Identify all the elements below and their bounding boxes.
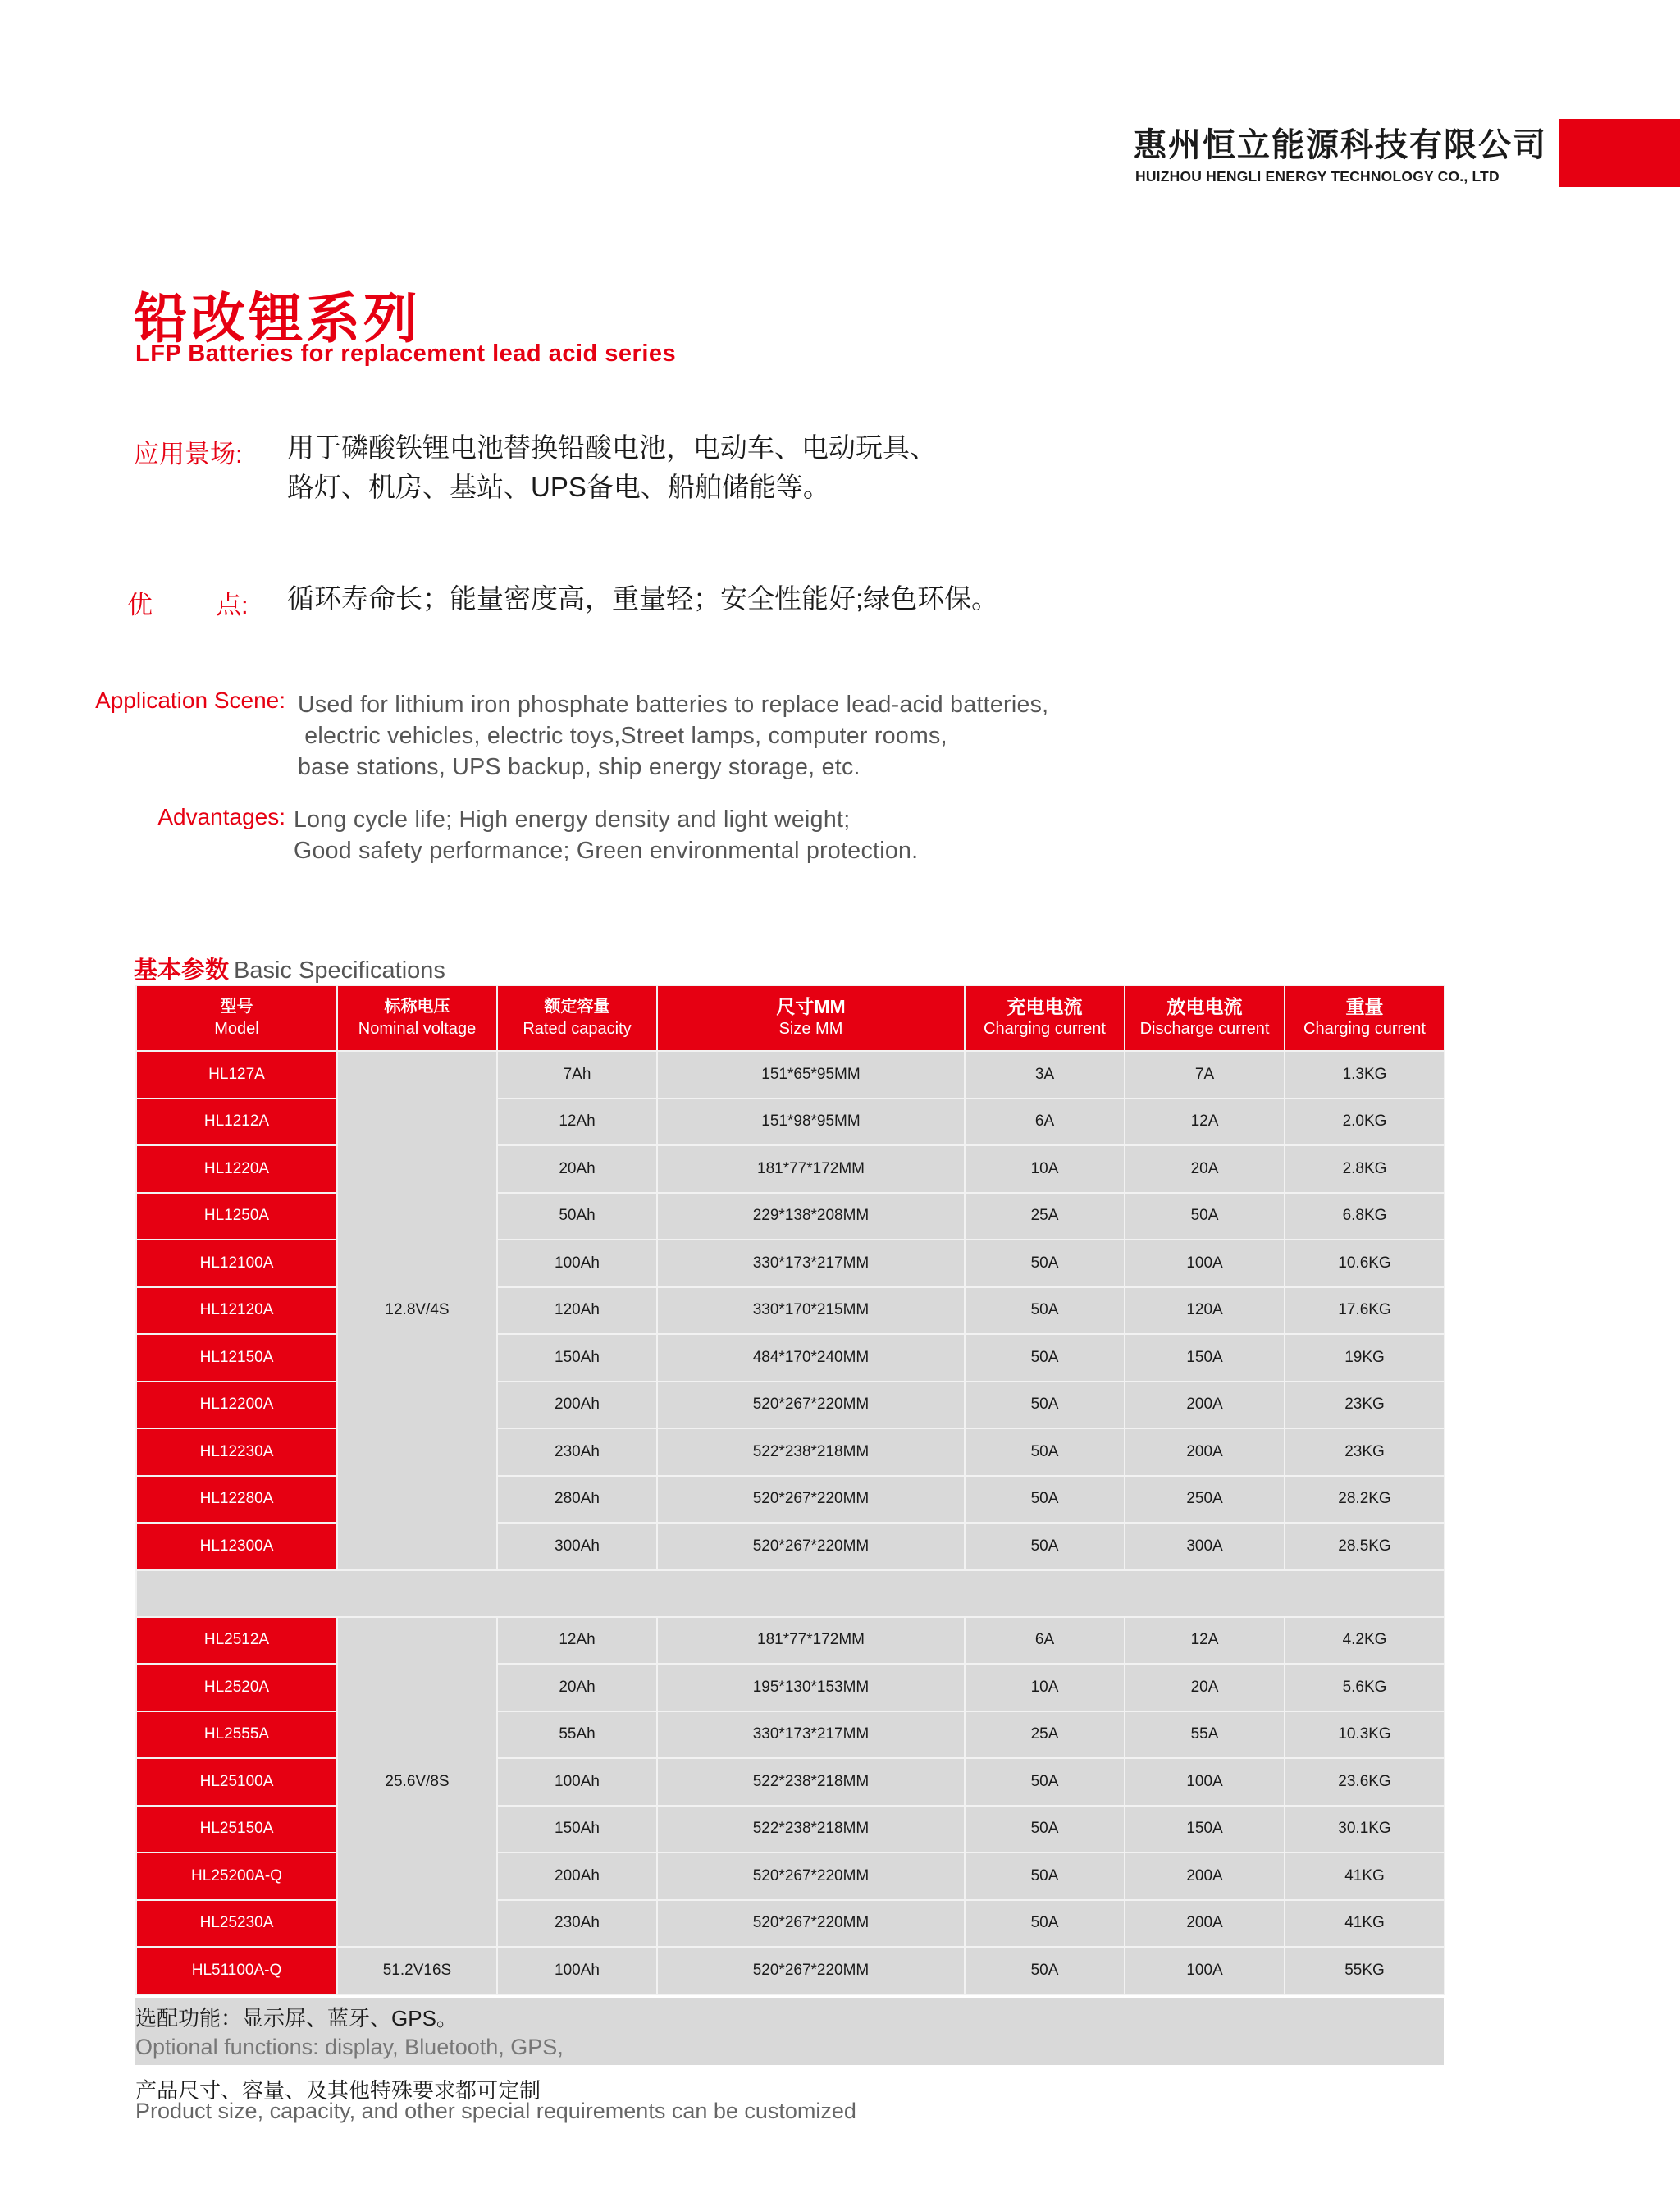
size-cell: 520*267*220MM bbox=[657, 1523, 965, 1570]
header-voltage-en: Nominal voltage bbox=[358, 1020, 477, 1038]
table-row bbox=[136, 1853, 1445, 1900]
header-model-cn: 型号 bbox=[220, 998, 253, 1016]
weight-cell: 4.2KG bbox=[1285, 1617, 1445, 1665]
model-cell: HL2512A bbox=[136, 1617, 337, 1665]
advantages-text-en bbox=[294, 804, 918, 866]
discharge-cell: 200A bbox=[1125, 1428, 1285, 1476]
size-cell: 195*130*153MM bbox=[657, 1664, 965, 1711]
size-cell: 520*267*220MM bbox=[657, 1476, 965, 1524]
group-spacer-row bbox=[136, 1570, 1445, 1617]
weight-cell: 23.6KG bbox=[1285, 1758, 1445, 1806]
advantages-label-cn-1: 优 bbox=[127, 591, 153, 619]
size-cell: 229*138*208MM bbox=[657, 1193, 965, 1240]
model-cell: HL12200A bbox=[136, 1382, 337, 1429]
model-cell: HL12100A bbox=[136, 1240, 337, 1287]
discharge-cell: 55A bbox=[1125, 1711, 1285, 1759]
charge-cell: 6A bbox=[965, 1099, 1125, 1146]
weight-cell: 41KG bbox=[1285, 1853, 1445, 1900]
capacity-cell: 55Ah bbox=[497, 1711, 657, 1759]
discharge-cell: 150A bbox=[1125, 1806, 1285, 1853]
page-title-en: LFP Batteries for replacement lead acid series bbox=[135, 340, 677, 367]
discharge-cell: 50A bbox=[1125, 1193, 1285, 1240]
weight-cell: 10.3KG bbox=[1285, 1711, 1445, 1759]
weight-cell: 28.2KG bbox=[1285, 1476, 1445, 1524]
model-cell: HL12230A bbox=[136, 1428, 337, 1476]
application-text-en bbox=[298, 689, 1048, 783]
table-row bbox=[136, 1099, 1445, 1146]
model-cell: HL12120A bbox=[136, 1287, 337, 1335]
discharge-cell: 300A bbox=[1125, 1523, 1285, 1570]
discharge-cell: 12A bbox=[1125, 1099, 1285, 1146]
charge-cell: 50A bbox=[965, 1853, 1125, 1900]
size-cell: 520*267*220MM bbox=[657, 1900, 965, 1948]
weight-cell: 17.6KG bbox=[1285, 1287, 1445, 1335]
application-line-3-en: base stations, UPS backup, ship energy storage, etc. bbox=[298, 754, 861, 780]
table-header-row bbox=[136, 985, 1445, 1051]
weight-cell: 41KG bbox=[1285, 1900, 1445, 1948]
weight-cell: 28.5KG bbox=[1285, 1523, 1445, 1570]
table-row bbox=[136, 1900, 1445, 1948]
size-cell: 522*238*218MM bbox=[657, 1806, 965, 1853]
header-charge-en: Charging current bbox=[984, 1020, 1106, 1038]
discharge-cell: 20A bbox=[1125, 1664, 1285, 1711]
size-cell: 520*267*220MM bbox=[657, 1382, 965, 1429]
charge-cell: 50A bbox=[965, 1806, 1125, 1853]
header-weight-cn: 重量 bbox=[1345, 996, 1384, 1017]
spec-heading-en: Basic Specifications bbox=[234, 957, 445, 984]
capacity-cell: 200Ah bbox=[497, 1382, 657, 1429]
size-cell: 484*170*240MM bbox=[657, 1334, 965, 1382]
customization-note-en: Product size, capacity, and other special requirements can be customized bbox=[135, 2099, 856, 2123]
charge-cell: 50A bbox=[965, 1900, 1125, 1948]
header-capacity-en: Rated capacity bbox=[523, 1020, 632, 1038]
table-row bbox=[136, 1947, 1445, 1994]
optional-functions-en: Optional functions: display, Bluetooth, GPS, bbox=[135, 2035, 564, 2059]
charge-cell: 50A bbox=[965, 1382, 1125, 1429]
charge-cell: 50A bbox=[965, 1240, 1125, 1287]
discharge-cell: 100A bbox=[1125, 1947, 1285, 1994]
capacity-cell: 150Ah bbox=[497, 1334, 657, 1382]
advantages-label-en: Advantages: bbox=[158, 804, 285, 829]
page-title-cn: 铅改锂系列 bbox=[134, 288, 421, 349]
optional-functions-cn: 选配功能：显示屏、蓝牙、GPS。 bbox=[135, 2006, 458, 2031]
discharge-cell: 150A bbox=[1125, 1334, 1285, 1382]
table-row bbox=[136, 1334, 1445, 1382]
table-row bbox=[136, 1051, 1445, 1099]
model-cell: HL2520A bbox=[136, 1664, 337, 1711]
header-discharge-en: Discharge current bbox=[1139, 1020, 1270, 1038]
model-cell: HL12150A bbox=[136, 1334, 337, 1382]
customization-note-cn: 产品尺寸、容量、及其他特殊要求都可定制 bbox=[135, 2078, 541, 2103]
spec-table bbox=[135, 985, 1445, 1995]
capacity-cell: 50Ah bbox=[497, 1193, 657, 1240]
table-row bbox=[136, 1806, 1445, 1853]
capacity-cell: 7Ah bbox=[497, 1051, 657, 1099]
model-cell: HL1212A bbox=[136, 1099, 337, 1146]
model-cell: HL12280A bbox=[136, 1476, 337, 1524]
table-row bbox=[136, 1193, 1445, 1240]
weight-cell: 23KG bbox=[1285, 1428, 1445, 1476]
voltage-cell: 51.2V16S bbox=[337, 1947, 497, 1994]
model-cell: HL12300A bbox=[136, 1523, 337, 1570]
header-size-en: Size MM bbox=[778, 1020, 843, 1038]
application-line-1-en: Used for lithium iron phosphate batteries to replace lead-acid batteries, bbox=[298, 692, 1049, 718]
size-cell: 330*173*217MM bbox=[657, 1711, 965, 1759]
table-row bbox=[136, 1664, 1445, 1711]
spacer-cell bbox=[136, 1570, 1445, 1617]
capacity-cell: 100Ah bbox=[497, 1947, 657, 1994]
spec-table-body bbox=[136, 1051, 1445, 1994]
capacity-cell: 150Ah bbox=[497, 1806, 657, 1853]
header-capacity bbox=[497, 985, 657, 1051]
header-model-en: Model bbox=[214, 1020, 259, 1038]
discharge-cell: 20A bbox=[1125, 1145, 1285, 1193]
capacity-cell: 12Ah bbox=[497, 1099, 657, 1146]
model-cell: HL1250A bbox=[136, 1193, 337, 1240]
spec-heading bbox=[134, 952, 445, 985]
model-cell: HL25230A bbox=[136, 1900, 337, 1948]
capacity-cell: 12Ah bbox=[497, 1617, 657, 1665]
header-model bbox=[136, 985, 337, 1051]
weight-cell: 6.8KG bbox=[1285, 1193, 1445, 1240]
header-voltage bbox=[337, 985, 497, 1051]
charge-cell: 50A bbox=[965, 1428, 1125, 1476]
model-cell: HL1220A bbox=[136, 1145, 337, 1193]
header-capacity-cn: 额定容量 bbox=[544, 998, 610, 1016]
charge-cell: 3A bbox=[965, 1051, 1125, 1099]
application-label-en: Application Scene: bbox=[95, 688, 285, 713]
weight-cell: 19KG bbox=[1285, 1334, 1445, 1382]
company-name-cn: 惠州恒立能源科技有限公司 bbox=[1134, 127, 1547, 163]
table-row bbox=[136, 1145, 1445, 1193]
brand-red-block bbox=[1559, 119, 1680, 187]
capacity-cell: 20Ah bbox=[497, 1145, 657, 1193]
size-cell: 522*238*218MM bbox=[657, 1428, 965, 1476]
charge-cell: 10A bbox=[965, 1145, 1125, 1193]
size-cell: 520*267*220MM bbox=[657, 1947, 965, 1994]
table-row bbox=[136, 1617, 1445, 1665]
voltage-cell: 25.6V/8S bbox=[337, 1617, 497, 1948]
capacity-cell: 100Ah bbox=[497, 1758, 657, 1806]
advantages-line-1-en: Long cycle life; High energy density and light weight; bbox=[294, 806, 851, 833]
application-line-2-en: electric vehicles, electric toys,Street lamps, computer rooms, bbox=[298, 723, 947, 749]
capacity-cell: 230Ah bbox=[497, 1900, 657, 1948]
advantages-text-cn: 循环寿命长；能量密度高，重量轻；安全性能好;绿色环保。 bbox=[287, 583, 999, 614]
header-charge-cn: 充电电流 bbox=[1007, 996, 1083, 1017]
table-row bbox=[136, 1428, 1445, 1476]
model-cell: HL25200A-Q bbox=[136, 1853, 337, 1900]
weight-cell: 5.6KG bbox=[1285, 1664, 1445, 1711]
model-cell: HL51100A-Q bbox=[136, 1947, 337, 1994]
capacity-cell: 120Ah bbox=[497, 1287, 657, 1335]
header-charge bbox=[965, 985, 1125, 1051]
capacity-cell: 200Ah bbox=[497, 1853, 657, 1900]
table-row bbox=[136, 1382, 1445, 1429]
header-size-cn: 尺寸MM bbox=[776, 996, 846, 1017]
weight-cell: 30.1KG bbox=[1285, 1806, 1445, 1853]
advantages-label-cn-2: 点: bbox=[216, 591, 249, 619]
table-row bbox=[136, 1758, 1445, 1806]
model-cell: HL127A bbox=[136, 1051, 337, 1099]
discharge-cell: 100A bbox=[1125, 1240, 1285, 1287]
size-cell: 522*238*218MM bbox=[657, 1758, 965, 1806]
spec-heading-cn: 基本参数 bbox=[134, 957, 230, 984]
charge-cell: 50A bbox=[965, 1523, 1125, 1570]
table-row bbox=[136, 1711, 1445, 1759]
application-line-1-cn: 用于磷酸铁锂电池替换铅酸电池，电动车、电动玩具、 bbox=[287, 432, 937, 463]
header-size bbox=[657, 985, 965, 1051]
weight-cell: 2.8KG bbox=[1285, 1145, 1445, 1193]
model-cell: HL2555A bbox=[136, 1711, 337, 1759]
model-cell: HL25150A bbox=[136, 1806, 337, 1853]
discharge-cell: 250A bbox=[1125, 1476, 1285, 1524]
application-label-cn: 应用景场: bbox=[134, 440, 243, 468]
discharge-cell: 200A bbox=[1125, 1900, 1285, 1948]
discharge-cell: 200A bbox=[1125, 1382, 1285, 1429]
header-voltage-cn: 标称电压 bbox=[384, 998, 450, 1016]
capacity-cell: 230Ah bbox=[497, 1428, 657, 1476]
table-row bbox=[136, 1476, 1445, 1524]
table-row bbox=[136, 1523, 1445, 1570]
discharge-cell: 200A bbox=[1125, 1853, 1285, 1900]
charge-cell: 10A bbox=[965, 1664, 1125, 1711]
capacity-cell: 280Ah bbox=[497, 1476, 657, 1524]
charge-cell: 6A bbox=[965, 1617, 1125, 1665]
weight-cell: 10.6KG bbox=[1285, 1240, 1445, 1287]
size-cell: 181*77*172MM bbox=[657, 1617, 965, 1665]
size-cell: 520*267*220MM bbox=[657, 1853, 965, 1900]
size-cell: 330*173*217MM bbox=[657, 1240, 965, 1287]
header-discharge-cn: 放电电流 bbox=[1166, 996, 1243, 1017]
weight-cell: 2.0KG bbox=[1285, 1099, 1445, 1146]
discharge-cell: 12A bbox=[1125, 1617, 1285, 1665]
capacity-cell: 100Ah bbox=[497, 1240, 657, 1287]
charge-cell: 50A bbox=[965, 1476, 1125, 1524]
header-weight bbox=[1285, 985, 1445, 1051]
charge-cell: 25A bbox=[965, 1193, 1125, 1240]
discharge-cell: 7A bbox=[1125, 1051, 1285, 1099]
table-row bbox=[136, 1287, 1445, 1335]
voltage-cell: 12.8V/4S bbox=[337, 1051, 497, 1570]
weight-cell: 55KG bbox=[1285, 1947, 1445, 1994]
charge-cell: 50A bbox=[965, 1758, 1125, 1806]
table-row bbox=[136, 1240, 1445, 1287]
advantages-line-2-en: Good safety performance; Green environmental protection. bbox=[294, 838, 919, 864]
company-name-en: HUIZHOU HENGLI ENERGY TECHNOLOGY CO., LTD bbox=[1135, 168, 1500, 185]
header-discharge bbox=[1125, 985, 1285, 1051]
size-cell: 151*65*95MM bbox=[657, 1051, 965, 1099]
weight-cell: 1.3KG bbox=[1285, 1051, 1445, 1099]
application-text-cn bbox=[287, 428, 937, 507]
model-cell: HL25100A bbox=[136, 1758, 337, 1806]
size-cell: 181*77*172MM bbox=[657, 1145, 965, 1193]
weight-cell: 23KG bbox=[1285, 1382, 1445, 1429]
discharge-cell: 120A bbox=[1125, 1287, 1285, 1335]
size-cell: 151*98*95MM bbox=[657, 1099, 965, 1146]
application-line-2-cn: 路灯、机房、基站、UPS备电、船舶储能等。 bbox=[287, 472, 830, 502]
capacity-cell: 20Ah bbox=[497, 1664, 657, 1711]
capacity-cell: 300Ah bbox=[497, 1523, 657, 1570]
charge-cell: 25A bbox=[965, 1711, 1125, 1759]
size-cell: 330*170*215MM bbox=[657, 1287, 965, 1335]
header-weight-en: Charging current bbox=[1303, 1020, 1426, 1038]
discharge-cell: 100A bbox=[1125, 1758, 1285, 1806]
charge-cell: 50A bbox=[965, 1947, 1125, 1994]
charge-cell: 50A bbox=[965, 1287, 1125, 1335]
charge-cell: 50A bbox=[965, 1334, 1125, 1382]
